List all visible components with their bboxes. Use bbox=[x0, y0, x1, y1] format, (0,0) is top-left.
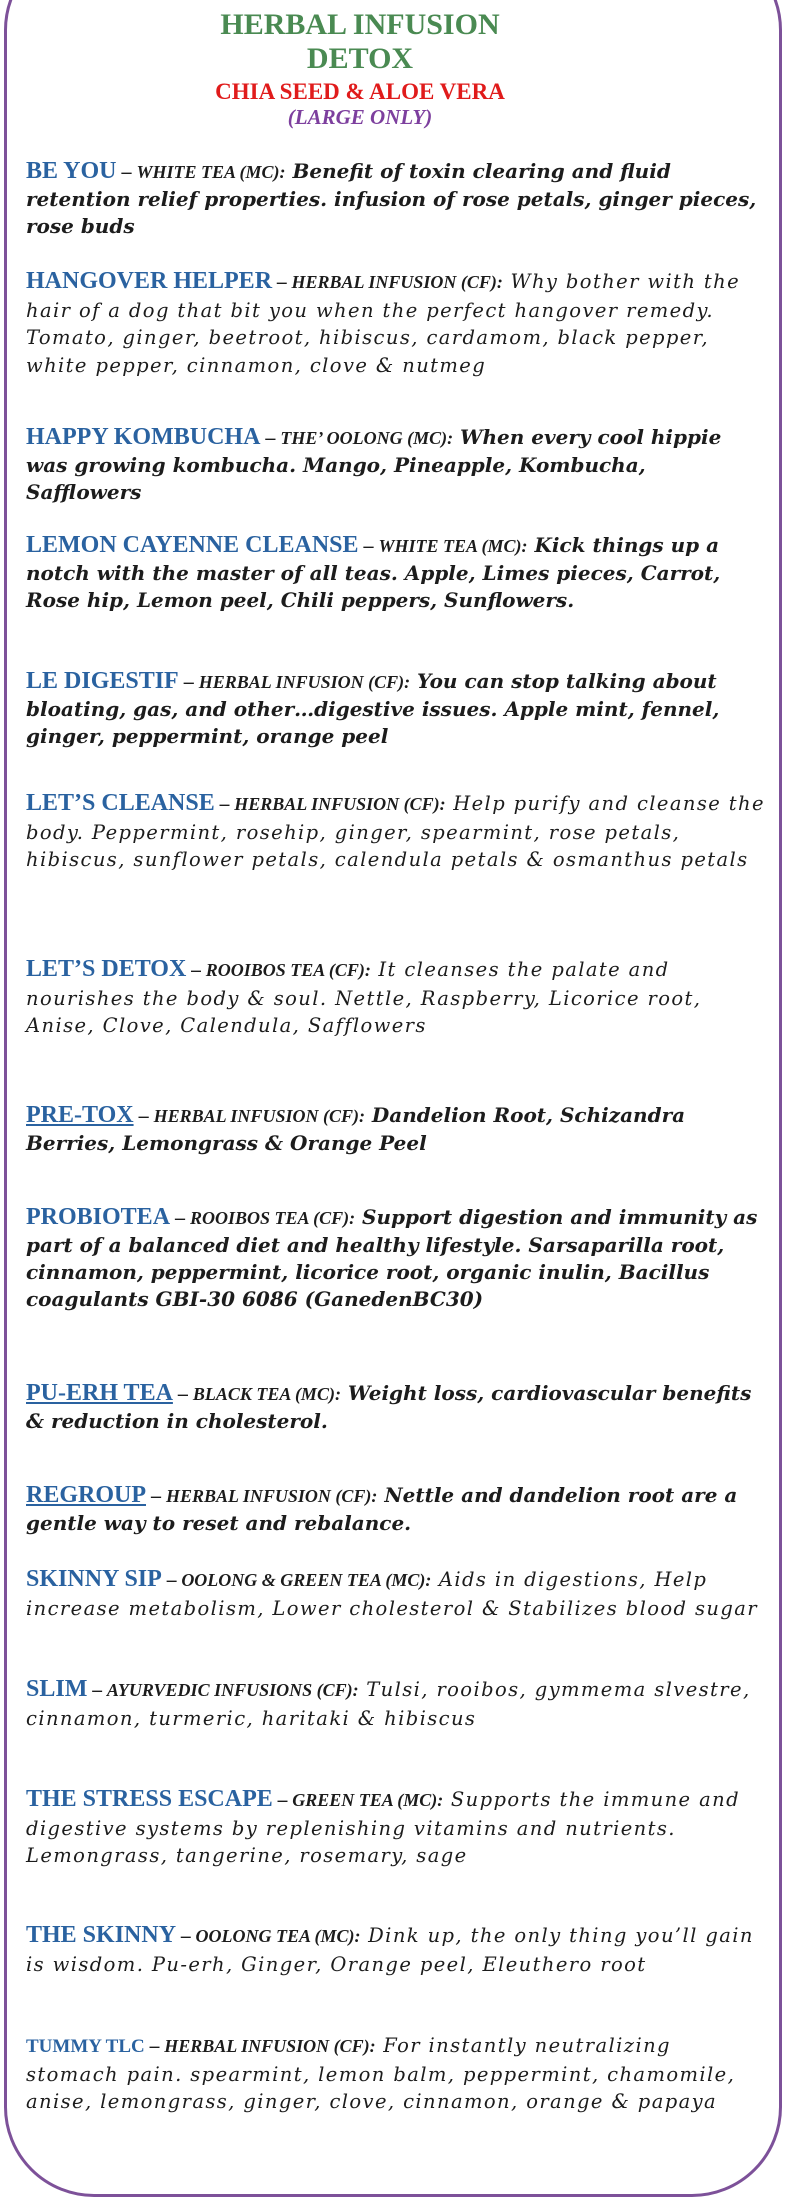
tea-entry-the-skinny bbox=[26, 1922, 766, 1978]
tea-entry-regroup bbox=[26, 1482, 766, 1537]
tea-name: SLIM bbox=[26, 1676, 88, 1702]
tea-type: ROOIBOS TEA (CF): bbox=[190, 1208, 356, 1228]
entry-dash: – bbox=[178, 671, 199, 693]
entry-dash: – bbox=[172, 1383, 193, 1405]
tea-description: Why bother with the hair of a dog that bit you when the perfect hangover remedy. Tomato, ginger, beetroot, hibiscus, cardamom, black pepper, white pepper, cinnamon, clove & nutmeg bbox=[26, 270, 741, 377]
tea-type: WHITE TEA (MC): bbox=[136, 162, 286, 182]
tea-description: Support digestion and immunity as part of a balanced diet and healthy lifestyle. Sarsaparilla root, cinnamon, peppermint, licorice root, organic inulin, Bacillus coagulants GBI-30 6086 (GanedenBC30) bbox=[26, 1205, 758, 1311]
tea-name: PU-ERH TEA bbox=[26, 1380, 173, 1406]
tea-name: PRE-TOX bbox=[26, 1102, 134, 1128]
tea-entry-lemon-cayenne-cleanse bbox=[26, 532, 766, 614]
tea-type: OOLONG & GREEN TEA (MC): bbox=[181, 1570, 432, 1590]
tea-entry-pu-erh-tea bbox=[26, 1380, 766, 1435]
tea-type: HERBAL INFUSION (CF): bbox=[164, 2036, 376, 2056]
tea-entry-lets-detox bbox=[26, 956, 766, 1040]
entry-dash: – bbox=[116, 161, 137, 183]
tea-description: Tulsi, rooibos, gymmema slvestre, cinnamon, turmeric, haritaki & hibiscus bbox=[26, 1678, 751, 1730]
entry-dash: – bbox=[144, 2036, 165, 2057]
tea-description: For instantly neutralizing stomach pain. spearmint, lemon balm, peppermint, chamomile, anise, lemongrass, ginger, clove, cinnamon, orange & papaya bbox=[26, 2034, 736, 2113]
entry-dash: – bbox=[146, 1485, 166, 1507]
tea-name: REGROUP bbox=[26, 1482, 146, 1508]
entry-dash: – bbox=[170, 1207, 191, 1229]
tea-name: BE YOU bbox=[26, 158, 117, 184]
tea-entry-slim bbox=[26, 1676, 766, 1732]
tea-description: Benefit of toxin clearing and fluid retention relief properties. infusion of rose petals, ginger pieces, rose buds bbox=[26, 159, 757, 238]
tea-entry-lets-cleanse bbox=[26, 790, 766, 874]
tea-type: THE’ OOLONG (MC): bbox=[280, 428, 454, 448]
menu-title-line2: DETOX bbox=[306, 42, 414, 75]
tea-description: Supports the immune and digestive systems by replenishing vitamins and nutrients. Lemongrass, tangerine, rosemary, sage bbox=[26, 1788, 740, 1867]
tea-type: AYURVEDIC INFUSIONS (CF): bbox=[106, 1680, 359, 1700]
tea-type: HERBAL INFUSION (CF): bbox=[166, 1486, 378, 1506]
tea-entry-hangover-helper bbox=[26, 268, 766, 379]
tea-description: It cleanses the palate and nourishes the body & soul. Nettle, Raspberry, Licorice root, Anise, Clove, Calendula, Safflowers bbox=[26, 958, 702, 1037]
tea-name: SKINNY SIP bbox=[26, 1566, 162, 1592]
tea-name: LET’S DETOX bbox=[26, 956, 187, 982]
entry-dash: – bbox=[260, 427, 281, 449]
tea-type: OOLONG TEA (MC): bbox=[195, 1926, 361, 1946]
tea-type: HERBAL INFUSION (CF): bbox=[291, 272, 503, 292]
tea-name: PROBIOTEA bbox=[26, 1204, 171, 1230]
tea-entry-pre-tox bbox=[26, 1102, 766, 1157]
tea-name: LET’S CLEANSE bbox=[26, 790, 215, 816]
entry-dash: – bbox=[358, 535, 379, 557]
entry-dash: – bbox=[272, 272, 292, 293]
tea-description: Kick things up a notch with the master of all teas. Apple, Limes pieces, Carrot, Rose hip, Lemon peel, Chili peppers, Sunflowers. bbox=[26, 533, 721, 612]
tea-type: HERBAL INFUSION (CF): bbox=[234, 794, 446, 814]
tea-name: LE DIGESTIF bbox=[26, 668, 179, 694]
tea-description: Help purify and cleanse the body. Peppermint, rosehip, ginger, spearmint, rose petals, hibiscus, sunflower petals, calendula petals & osmanthus petals bbox=[26, 792, 765, 871]
tea-name: LEMON CAYENNE CLEANSE bbox=[26, 532, 359, 558]
tea-entry-the-stress-escape bbox=[26, 1786, 766, 1870]
entry-dash: – bbox=[186, 960, 206, 981]
tea-entry-skinny-sip bbox=[26, 1566, 766, 1622]
tea-type: ROOIBOS TEA (CF): bbox=[205, 960, 371, 980]
tea-type: WHITE TEA (MC): bbox=[378, 536, 528, 556]
tea-type: BLACK TEA (MC): bbox=[192, 1384, 341, 1404]
tea-description: Dandelion Root, Schizandra Berries, Lemongrass & Orange Peel bbox=[26, 1103, 686, 1155]
menu-title-line1: HERBAL INFUSION bbox=[220, 8, 500, 41]
tea-type: HERBAL INFUSION (CF): bbox=[153, 1106, 365, 1126]
menu-header bbox=[0, 8, 720, 130]
entry-dash: – bbox=[214, 794, 235, 815]
tea-description: When every cool hippie was growing kombucha. Mango, Pineapple, Kombucha, Safflowers bbox=[26, 425, 722, 504]
tea-entry-tummy-tlc bbox=[26, 2032, 766, 2116]
entry-dash: – bbox=[272, 1790, 293, 1811]
entry-dash: – bbox=[161, 1570, 182, 1591]
tea-entry-be-you bbox=[26, 158, 766, 240]
entry-dash: – bbox=[87, 1680, 107, 1701]
entry-dash: – bbox=[176, 1926, 196, 1947]
tea-description: Aids in digestions, Help increase metabolism, Lower cholesterol & Stabilizes blood sugar bbox=[26, 1568, 759, 1620]
tea-entry-le-digestif bbox=[26, 668, 766, 750]
tea-entry-happy-kombucha bbox=[26, 424, 766, 506]
tea-type: GREEN TEA (MC): bbox=[292, 1790, 444, 1810]
menu-size-note: (LARGE ONLY) bbox=[287, 105, 433, 129]
tea-name: THE SKINNY bbox=[26, 1922, 177, 1948]
tea-description: Dink up, the only thing you’ll gain is wisdom. Pu-erh, Ginger, Orange peel, Eleuthero root bbox=[26, 1924, 754, 1976]
tea-description: Weight loss, cardiovascular benefits & reduction in cholesterol. bbox=[26, 1381, 752, 1433]
tea-name: HAPPY KOMBUCHA bbox=[26, 424, 261, 450]
tea-entry-probiotea bbox=[26, 1204, 766, 1313]
tea-type: HERBAL INFUSION (CF): bbox=[198, 672, 411, 692]
tea-description: You can stop talking about bloating, gas, and other…digestive issues. Apple mint, fennel, ginger, peppermint, orange peel bbox=[26, 669, 720, 748]
tea-description: Nettle and dandelion root are a gentle way to reset and rebalance. bbox=[26, 1483, 738, 1535]
tea-name: TUMMY TLC bbox=[26, 2036, 145, 2057]
entry-dash: – bbox=[133, 1105, 154, 1127]
tea-name: THE STRESS ESCAPE bbox=[26, 1786, 273, 1812]
menu-subtitle: CHIA SEED & ALOE VERA bbox=[215, 79, 505, 104]
tea-name: HANGOVER HELPER bbox=[26, 268, 273, 294]
